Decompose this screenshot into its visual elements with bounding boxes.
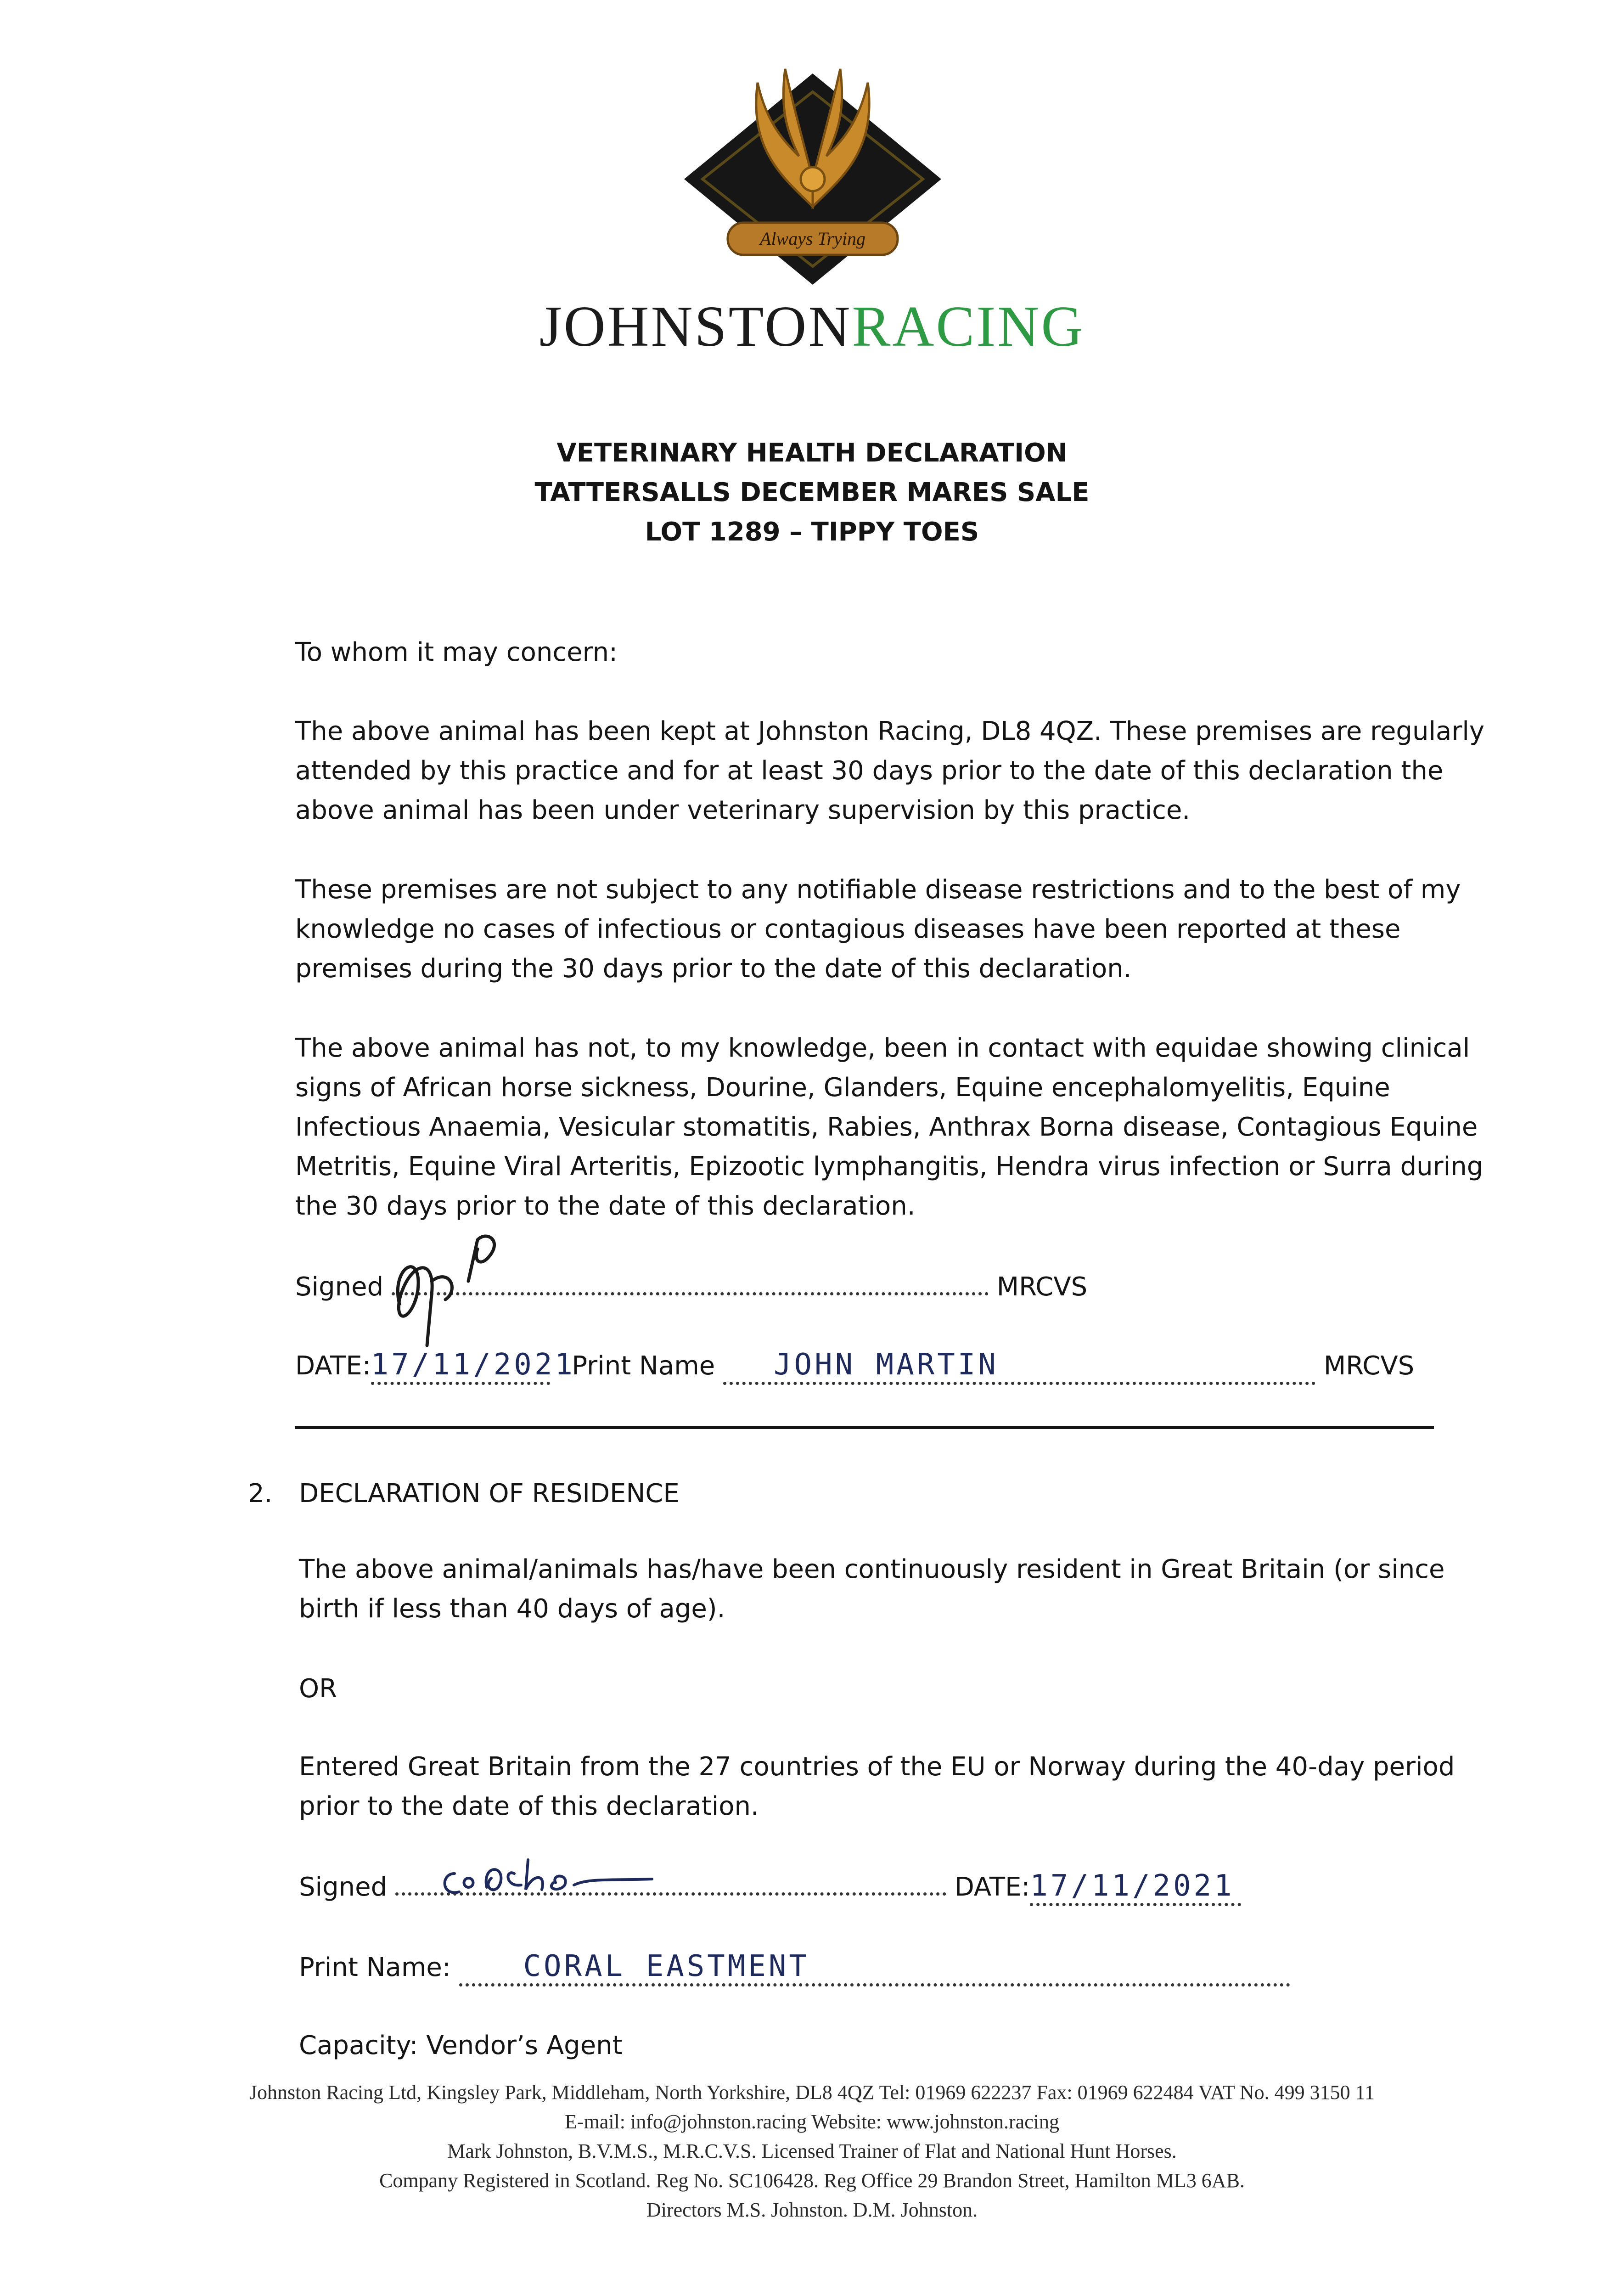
agent-print-name-label: Print Name: xyxy=(299,1953,451,1982)
paragraph-line: The above animal/animals has/have been continuously resident in Great Britain (or since xyxy=(299,1554,1445,1584)
heading-line-1: VETERINARY HEALTH DECLARATION xyxy=(556,438,1068,468)
heading-line-2: TATTERSALLS DECEMBER MARES SALE xyxy=(534,478,1090,507)
paragraph-premises xyxy=(295,712,1485,830)
paragraph-line: Infectious Anaemia, Vesicular stomatitis, Rabies, Anthrax Borna disease, Contagious Equine xyxy=(295,1112,1478,1142)
paragraph-line: premises during the 30 days prior to the date of this declaration. xyxy=(295,954,1132,984)
section-divider xyxy=(295,1426,1434,1429)
vet-signed-label: Signed xyxy=(295,1272,384,1302)
brand-name-racing: RACING xyxy=(852,295,1085,359)
vet-print-name-value: JOHN MARTIN xyxy=(723,1348,1315,1385)
paragraph-line: The above animal has been kept at Johnston Racing, DL8 4QZ. These premises are regularly xyxy=(295,716,1485,746)
paragraph-residence xyxy=(299,1550,1456,1629)
brand-name xyxy=(0,294,1624,360)
agent-print-name-row xyxy=(299,1949,1290,1986)
paragraph-diseases xyxy=(295,1029,1484,1226)
agent-print-name-value: CORAL EASTMENT xyxy=(459,1949,1290,1986)
brand-name-johnston: JOHNSTON xyxy=(539,295,852,359)
vet-date-value: 17/11/2021 xyxy=(371,1348,550,1385)
company-footer xyxy=(0,2078,1624,2225)
paragraph-line: attended by this practice and for at least 30 days prior to the date of this declaration the xyxy=(295,756,1444,786)
vet-mrcvs-label: MRCVS xyxy=(996,1272,1088,1302)
paragraph-line: prior to the date of this declaration. xyxy=(299,1791,759,1821)
section-2-title: DECLARATION OF RESIDENCE xyxy=(299,1479,680,1508)
paragraph-line: the 30 days prior to the date of this declaration. xyxy=(295,1191,916,1221)
agent-date-label: DATE: xyxy=(954,1872,1030,1902)
footer-line: Johnston Racing Ltd, Kingsley Park, Middleham, North Yorkshire, DL8 4QZ Tel: 01969 622237 Fax: 01969 622484 VAT No. 499 3150 11 xyxy=(249,2081,1375,2104)
paragraph-line: These premises are not subject to any notifiable disease restrictions and to the best of my xyxy=(295,875,1461,905)
or-label: OR xyxy=(299,1674,337,1704)
agent-date-value: 17/11/2021 xyxy=(1030,1869,1241,1906)
paragraph-line: Entered Great Britain from the 27 countries of the EU or Norway during the 40-day period xyxy=(299,1752,1455,1782)
paragraph-restrictions xyxy=(295,870,1461,989)
footer-line: Mark Johnston, B.V.M.S., M.R.C.V.S. Licensed Trainer of Flat and National Hunt Horses. xyxy=(447,2140,1177,2162)
vet-mrcvs-label-2: MRCVS xyxy=(1323,1351,1415,1381)
johnston-racing-logo xyxy=(647,41,978,298)
footer-line: E-mail: info@johnston.racing Website: www.johnston.racing xyxy=(565,2110,1059,2133)
vet-date-row xyxy=(295,1348,1414,1385)
paragraph-line: Metritis, Equine Viral Arteritis, Epizootic lymphangitis, Hendra virus infection or Surra during xyxy=(295,1152,1484,1182)
greeting: To whom it may concern: xyxy=(295,637,618,667)
vet-signature-scribble xyxy=(381,1212,556,1350)
paragraph-entered xyxy=(299,1747,1456,1826)
paragraph-line: The above animal has not, to my knowledge, been in contact with equidae showing clinical xyxy=(295,1033,1470,1063)
logo-emblem-icon xyxy=(647,41,978,298)
agent-signed-label: Signed xyxy=(299,1872,388,1902)
heading-line-3: LOT 1289 – TIPPY TOES xyxy=(645,517,979,547)
vet-print-name-label: Print Name xyxy=(572,1351,715,1381)
paragraph-line: signs of African horse sickness, Dourine, Glanders, Equine encephalomyelitis, Equine xyxy=(295,1073,1390,1103)
paragraph-line: birth if less than 40 days of age). xyxy=(299,1594,725,1624)
footer-line: Directors M.S. Johnston. D.M. Johnston. xyxy=(646,2199,978,2221)
paragraph-line: knowledge no cases of infectious or contagious diseases have been reported at these xyxy=(295,914,1401,944)
vet-date-label: DATE: xyxy=(295,1351,371,1381)
agent-signature-scribble xyxy=(436,1846,693,1910)
footer-line: Company Registered in Scotland. Reg No. SC106428. Reg Office 29 Brandon Street, Hamilton ML3 6AB. xyxy=(379,2169,1245,2192)
section-2-number: 2. xyxy=(248,1479,273,1508)
logo-motto: Always Trying xyxy=(759,228,866,249)
capacity-line: Capacity: Vendor’s Agent xyxy=(299,2031,623,2060)
paragraph-line: above animal has been under veterinary supervision by this practice. xyxy=(295,795,1191,825)
